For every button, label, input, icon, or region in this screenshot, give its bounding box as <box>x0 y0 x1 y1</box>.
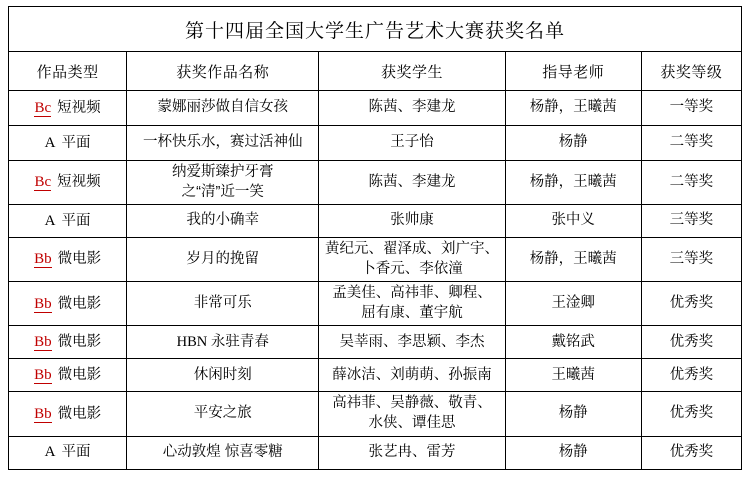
type-name-label: 微电影 <box>57 295 102 312</box>
cell-level: 优秀奖 <box>641 392 741 436</box>
cell-students: 吴莘雨、李思颖、李杰 <box>319 326 505 359</box>
table-row <box>9 126 742 161</box>
cell-teacher: 杨静，王曦茜 <box>505 238 641 282</box>
cell-work-type <box>9 282 127 326</box>
type-code-label: A <box>44 444 56 461</box>
cell-work-name: 心动敦煌 惊喜零糖 <box>127 436 319 469</box>
cell-work-name: HBN 永驻青春 <box>127 326 319 359</box>
table-row <box>9 326 742 359</box>
cell-level: 二等奖 <box>641 161 741 205</box>
column-header-type: 作品类型 <box>9 52 127 91</box>
table-row <box>9 359 742 392</box>
table-row <box>9 392 742 436</box>
cell-work-name: 岁月的挽留 <box>127 238 319 282</box>
type-name-label: 微电影 <box>57 405 102 422</box>
type-code-label: Bb <box>34 251 52 268</box>
cell-work-type <box>9 359 127 392</box>
cell-teacher: 杨静 <box>505 436 641 469</box>
cell-students: 孟美佳、高祎菲、卿程、 屈有康、董宇航 <box>319 282 505 326</box>
table-row <box>9 436 742 469</box>
cell-level: 三等奖 <box>641 205 741 238</box>
table-row <box>9 205 742 238</box>
table-row <box>9 161 742 205</box>
type-code-label: Bc <box>34 99 52 116</box>
type-name-label: 平面 <box>61 134 91 151</box>
cell-teacher: 杨静 <box>505 126 641 161</box>
cell-work-type <box>9 91 127 126</box>
cell-work-name: 纳爱斯臻护牙膏 之“清”近一笑 <box>127 161 319 205</box>
cell-level: 一等奖 <box>641 91 741 126</box>
cell-teacher: 杨静，王曦茜 <box>505 161 641 205</box>
cell-work-type <box>9 392 127 436</box>
cell-level: 优秀奖 <box>641 326 741 359</box>
table-header-row <box>9 52 742 91</box>
cell-students: 薛冰洁、刘萌萌、孙振南 <box>319 359 505 392</box>
cell-work-name: 我的小确幸 <box>127 205 319 238</box>
type-name-label: 平面 <box>61 444 91 461</box>
table-row <box>9 238 742 282</box>
cell-work-type <box>9 436 127 469</box>
cell-teacher: 戴铭武 <box>505 326 641 359</box>
type-code-label: Bb <box>34 334 52 351</box>
cell-work-type <box>9 326 127 359</box>
cell-teacher: 王淦卿 <box>505 282 641 326</box>
type-name-label: 微电影 <box>57 251 102 268</box>
cell-work-name: 非常可乐 <box>127 282 319 326</box>
column-header-student: 获奖学生 <box>319 52 505 91</box>
type-code-label: Bb <box>34 405 52 422</box>
cell-teacher: 王曦茜 <box>505 359 641 392</box>
cell-students: 张帅康 <box>319 205 505 238</box>
type-code-label: A <box>44 212 56 229</box>
type-code-label: Bb <box>34 295 52 312</box>
cell-work-type <box>9 205 127 238</box>
title-row <box>9 7 742 52</box>
cell-students: 黄纪元、翟泽成、刘广宇、 卜香元、李依潼 <box>319 238 505 282</box>
cell-work-type <box>9 161 127 205</box>
type-name-label: 微电影 <box>57 367 102 384</box>
type-code-label: Bc <box>34 174 52 191</box>
cell-teacher: 杨静，王曦茜 <box>505 91 641 126</box>
award-list-table <box>8 6 742 470</box>
cell-work-name: 一杯快乐水，赛过活神仙 <box>127 126 319 161</box>
table-row <box>9 91 742 126</box>
cell-work-type <box>9 126 127 161</box>
cell-students: 张艺冉、雷芳 <box>319 436 505 469</box>
cell-teacher: 张中义 <box>505 205 641 238</box>
cell-teacher: 杨静 <box>505 392 641 436</box>
cell-work-name: 休闲时刻 <box>127 359 319 392</box>
column-header-teacher: 指导老师 <box>505 52 641 91</box>
type-name-label: 短视频 <box>57 174 101 191</box>
cell-students: 高祎菲、吴静薇、敬青、 水侠、谭佳思 <box>319 392 505 436</box>
type-name-label: 短视频 <box>57 99 101 116</box>
type-name-label: 微电影 <box>57 334 102 351</box>
column-header-level: 获奖等级 <box>641 52 741 91</box>
table-row <box>9 282 742 326</box>
page-title: 第十四届全国大学生广告艺术大赛获奖名单 <box>9 7 742 52</box>
cell-students: 陈茜、李建龙 <box>319 161 505 205</box>
cell-level: 三等奖 <box>641 238 741 282</box>
column-header-work: 获奖作品名称 <box>127 52 319 91</box>
cell-level: 优秀奖 <box>641 282 741 326</box>
cell-work-name: 平安之旅 <box>127 392 319 436</box>
cell-level: 二等奖 <box>641 126 741 161</box>
type-code-label: Bb <box>34 367 52 384</box>
cell-level: 优秀奖 <box>641 359 741 392</box>
cell-work-type <box>9 238 127 282</box>
cell-work-name: 蒙娜丽莎做自信女孩 <box>127 91 319 126</box>
type-name-label: 平面 <box>61 212 91 229</box>
type-code-label: A <box>44 134 56 151</box>
cell-students: 陈茜、李建龙 <box>319 91 505 126</box>
cell-students: 王子怡 <box>319 126 505 161</box>
cell-level: 优秀奖 <box>641 436 741 469</box>
